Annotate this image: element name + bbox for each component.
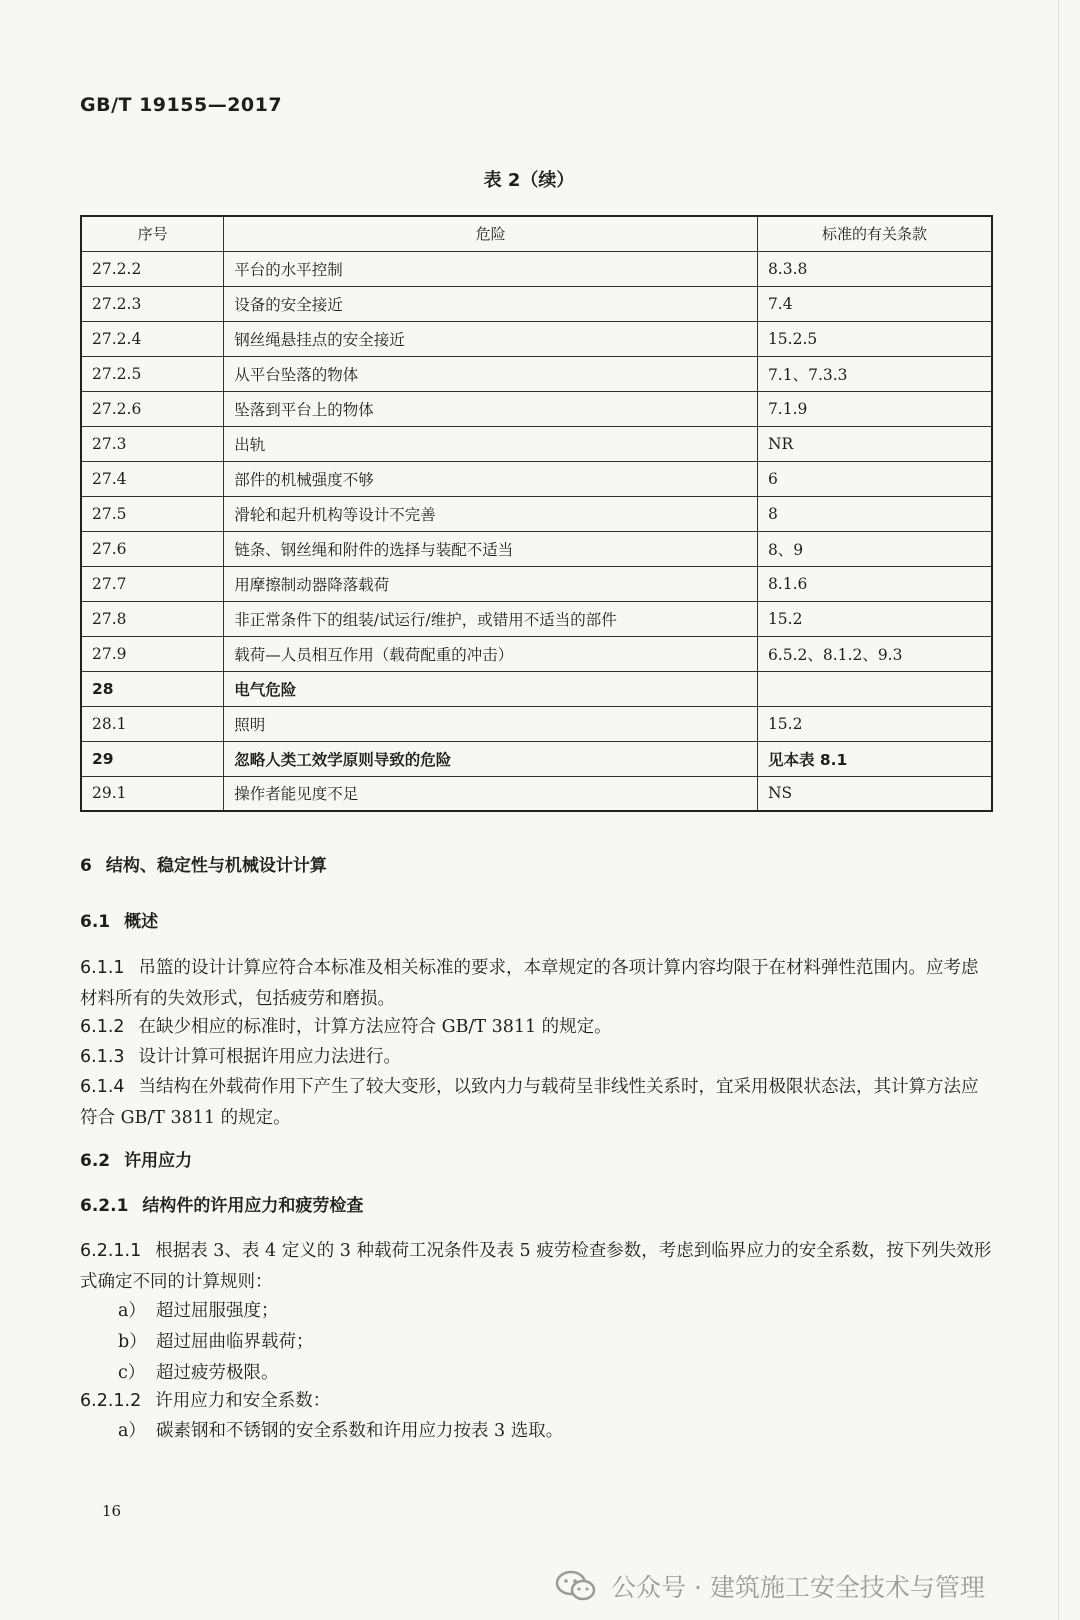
list-item: c） 超过疲劳极限。 [118, 1363, 279, 1383]
section-6-1-heading: 6.1 概述 [80, 912, 159, 932]
cell-no: 27.3 [81, 426, 224, 461]
cell-no: 27.2.5 [81, 356, 224, 391]
col-header-no: 序号 [81, 216, 224, 251]
cell-clause: 8.1.6 [757, 566, 992, 601]
list-item: a） 碳素钢和不锈钢的安全系数和许用应力按表 3 选取。 [118, 1421, 564, 1441]
cell-clause: 6 [757, 461, 992, 496]
cell-hazard: 忽略人类工效学原则导致的危险 [224, 741, 758, 776]
cell-no: 29.1 [81, 776, 224, 811]
cell-clause: 7.4 [757, 286, 992, 321]
cell-hazard: 从平台坠落的物体 [224, 356, 758, 391]
table-row [81, 356, 992, 391]
cell-clause: 15.2.5 [757, 321, 992, 356]
list-6-2-1-2 [80, 1416, 995, 1447]
paragraph-6-1-1: 6.1.1 吊篮的设计计算应符合本标准及相关标准的要求，本章规定的各项计算内容均限于在材料弹性范围内。应考虑材料所有的失效形式，包括疲劳和磨损。 [80, 958, 979, 1009]
paragraph-6-1-4: 6.1.4 当结构在外载荷作用下产生了较大变形，以致内力与载荷呈非线性关系时，宜采用极限状态法，其计算方法应符合 GB/T 3811 的规定。 [80, 1077, 979, 1128]
cell-no: 27.2.4 [81, 321, 224, 356]
cell-hazard: 平台的水平控制 [224, 251, 758, 286]
col-header-hazard: 危险 [224, 216, 758, 251]
col-header-clause: 标准的有关条款 [757, 216, 992, 251]
section-6-2-1-heading: 6.2.1 结构件的许用应力和疲劳检查 [80, 1196, 364, 1216]
cell-hazard: 操作者能见度不足 [224, 776, 758, 811]
table-row [81, 741, 992, 776]
cell-clause: 8 [757, 496, 992, 531]
cell-no: 27.2.3 [81, 286, 224, 321]
cell-hazard: 非正常条件下的组装/试运行/维护，或错用不适当的部件 [224, 601, 758, 636]
cell-hazard: 出轨 [224, 426, 758, 461]
paragraph-6-2-1-1: 6.2.1.1 根据表 3、表 4 定义的 3 种载荷工况条件及表 5 疲劳检查参数，考虑到临界应力的安全系数，按下列失效形式确定不同的计算规则： [80, 1241, 992, 1292]
cell-no: 27.8 [81, 601, 224, 636]
table-row [81, 706, 992, 741]
cell-hazard: 载荷—人员相互作用（载荷配重的冲击） [224, 636, 758, 671]
cell-clause: NR [757, 426, 992, 461]
table-row [81, 461, 992, 496]
cell-clause: 7.1.9 [757, 391, 992, 426]
watermark [555, 1568, 985, 1604]
table-row [81, 566, 992, 601]
section-6-2-heading: 6.2 许用应力 [80, 1151, 193, 1171]
cell-no: 27.2.2 [81, 251, 224, 286]
table-row [81, 426, 992, 461]
list-item: a） 超过屈服强度； [118, 1301, 279, 1321]
page-edge [1058, 0, 1059, 1620]
wechat-icon [555, 1570, 597, 1602]
cell-no: 29 [81, 741, 224, 776]
cell-clause: 7.1、7.3.3 [757, 356, 992, 391]
list-item: b） 超过屈曲临界载荷； [118, 1332, 314, 1352]
table-row [81, 776, 992, 811]
cell-hazard: 设备的安全接近 [224, 286, 758, 321]
cell-clause: 8.3.8 [757, 251, 992, 286]
cell-no: 27.9 [81, 636, 224, 671]
standard-header: GB/T 19155—2017 [80, 94, 283, 116]
table-row [81, 531, 992, 566]
cell-clause: 6.5.2、8.1.2、9.3 [757, 636, 992, 671]
cell-clause: 8、9 [757, 531, 992, 566]
cell-hazard: 滑轮和起升机构等设计不完善 [224, 496, 758, 531]
cell-hazard: 电气危险 [224, 671, 758, 706]
cell-hazard: 钢丝绳悬挂点的安全接近 [224, 321, 758, 356]
cell-hazard: 照明 [224, 706, 758, 741]
table-row [81, 321, 992, 356]
table-header-row [81, 216, 992, 251]
paragraph-6-1-3: 6.1.3 设计计算可根据许用应力法进行。 [80, 1047, 402, 1067]
cell-no: 28.1 [81, 706, 224, 741]
table-row [81, 636, 992, 671]
table-row [81, 671, 992, 706]
cell-hazard: 坠落到平台上的物体 [224, 391, 758, 426]
cell-clause: NS [757, 776, 992, 811]
cell-clause: 15.2 [757, 706, 992, 741]
table-row [81, 251, 992, 286]
paragraph-6-2-1-2: 6.2.1.2 许用应力和安全系数： [80, 1391, 331, 1411]
cell-hazard: 链条、钢丝绳和附件的选择与装配不适当 [224, 531, 758, 566]
table-row [81, 391, 992, 426]
cell-no: 27.7 [81, 566, 224, 601]
hazard-table [80, 215, 993, 812]
page-number: 16 [102, 1502, 122, 1520]
list-6-2-1-1 [80, 1296, 995, 1389]
table-row [81, 286, 992, 321]
table-caption: 表 2（续） [483, 170, 575, 191]
cell-no: 27.6 [81, 531, 224, 566]
cell-hazard: 用摩擦制动器降落载荷 [224, 566, 758, 601]
table-row [81, 496, 992, 531]
cell-clause: 见本表 8.1 [757, 741, 992, 776]
cell-hazard: 部件的机械强度不够 [224, 461, 758, 496]
watermark-text: 公众号 · 建筑施工安全技术与管理 [611, 1573, 985, 1602]
cell-clause [757, 671, 992, 706]
cell-clause: 15.2 [757, 601, 992, 636]
cell-no: 27.4 [81, 461, 224, 496]
paragraph-6-1-2: 6.1.2 在缺少相应的标准时，计算方法应符合 GB/T 3811 的规定。 [80, 1017, 612, 1037]
cell-no: 27.2.6 [81, 391, 224, 426]
table-row [81, 601, 992, 636]
section-6-heading: 6 结构、稳定性与机械设计计算 [80, 856, 327, 876]
cell-no: 28 [81, 671, 224, 706]
cell-no: 27.5 [81, 496, 224, 531]
